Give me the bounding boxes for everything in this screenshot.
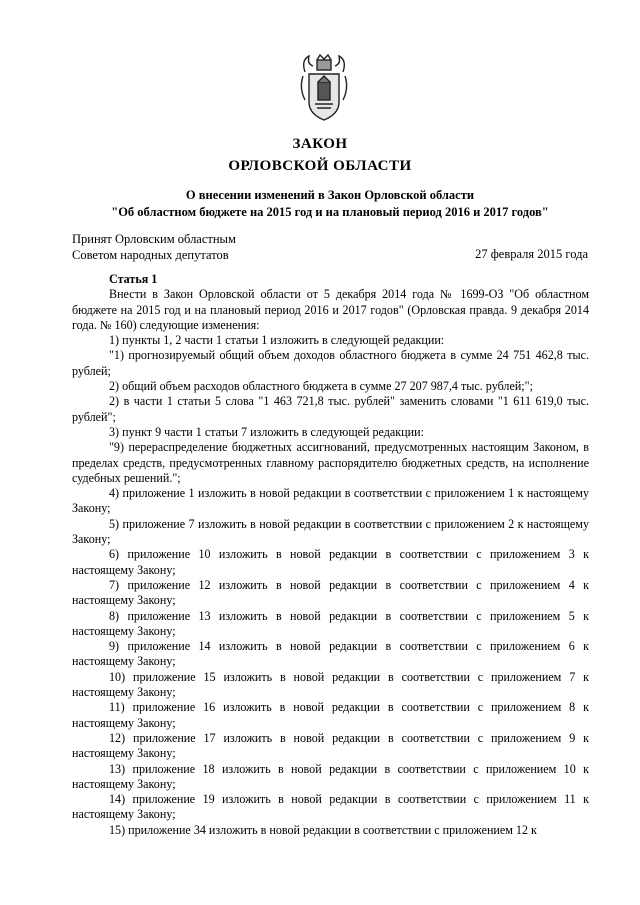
adoption-line-1: Принят Орловским областным xyxy=(72,232,236,246)
paragraph: "1) прогнозируемый общий объем доходов областного бюджета в сумме 24 751 462,8 тыс. рублей; xyxy=(72,348,589,378)
paragraph: Внести в Закон Орловской области от 5 декабря 2014 года № 1699-ОЗ "Об областном бюджете на 2015 год и на плановый период 2016 и 2017 годов" (Орловская правда. 9 декабря 2014 года. № 160) следующие изменения: xyxy=(72,287,589,332)
document-title: ЗАКОН xyxy=(292,136,348,152)
article-body xyxy=(72,272,589,838)
paragraph: 15) приложение 34 изложить в новой редакции в соответствии с приложением 12 к xyxy=(109,822,537,837)
paragraph: 2) общий объем расходов областного бюджета в сумме 27 207 987,4 тыс. рублей;"; xyxy=(109,379,533,394)
paragraph: 9) приложение 14 изложить в новой редакции в соответствии с приложением 6 к настоящему Закону; xyxy=(72,639,589,669)
paragraph: 11) приложение 16 изложить в новой редакции в соответствии с приложением 8 к настоящему Закону; xyxy=(72,700,589,730)
paragraph: 2) в части 1 статьи 5 слова "1 463 721,8 тыс. рублей" заменить словами "1 611 619,0 тыс. рублей"; xyxy=(72,394,589,424)
subtitle-line-1: О внесении изменений в Закон Орловской области xyxy=(185,188,475,202)
paragraph: 1) пункты 1, 2 части 1 статьи 1 изложить в следующей редакции: xyxy=(109,333,445,348)
paragraph: 13) приложение 18 изложить в новой редакции в соответствии с приложением 10 к настоящему Закону; xyxy=(72,761,589,791)
paragraph: "9) перераспределение бюджетных ассигнований, предусмотренных настоящим Законом, в пределах средств, предусмотренных главному распорядителю бюджетных средств, на исполнение судебных решений."; xyxy=(72,440,589,485)
paragraph: 14) приложение 19 изложить в новой редакции в соответствии с приложением 11 к настоящему Закону; xyxy=(72,792,589,822)
paragraph: 4) приложение 1 изложить в новой редакции в соответствии с приложением 1 к настоящему Закону; xyxy=(72,486,589,516)
paragraph: 5) приложение 7 изложить в новой редакции в соответствии с приложением 2 к настоящему Закону; xyxy=(72,516,589,547)
adoption-line-2: Советом народных депутатов xyxy=(72,248,229,262)
law-subtitle xyxy=(60,187,600,221)
adoption-date: 27 февраля 2015 года xyxy=(475,247,588,261)
subtitle-line-2: "Об областном бюджете на 2015 год и на плановый период 2016 и 2017 годов" xyxy=(111,205,549,219)
document-title-region: ОРЛОВСКОЙ ОБЛАСТИ xyxy=(228,158,412,174)
paragraph: 8) приложение 13 изложить в новой редакции в соответствии с приложением 5 к настоящему Закону; xyxy=(72,608,589,638)
paragraph: 12) приложение 17 изложить в новой редакции в соответствии с приложением 9 к настоящему Закону; xyxy=(72,730,589,761)
paragraph: 3) пункт 9 части 1 статьи 7 изложить в следующей редакции: xyxy=(109,424,424,439)
paragraph: 10) приложение 15 изложить в новой редакции в соответствии с приложением 7 к настоящему Закону; xyxy=(72,669,589,700)
adoption-block xyxy=(72,231,236,263)
paragraph: 7) приложение 12 изложить в новой редакции в соответствии с приложением 4 к настоящему Закону; xyxy=(72,577,589,608)
paragraph: 6) приложение 10 изложить в новой редакции в соответствии с приложением 3 к настоящему Закону; xyxy=(72,547,589,577)
article-heading: Статья 1 xyxy=(109,272,158,286)
coat-of-arms-emblem xyxy=(295,52,353,122)
